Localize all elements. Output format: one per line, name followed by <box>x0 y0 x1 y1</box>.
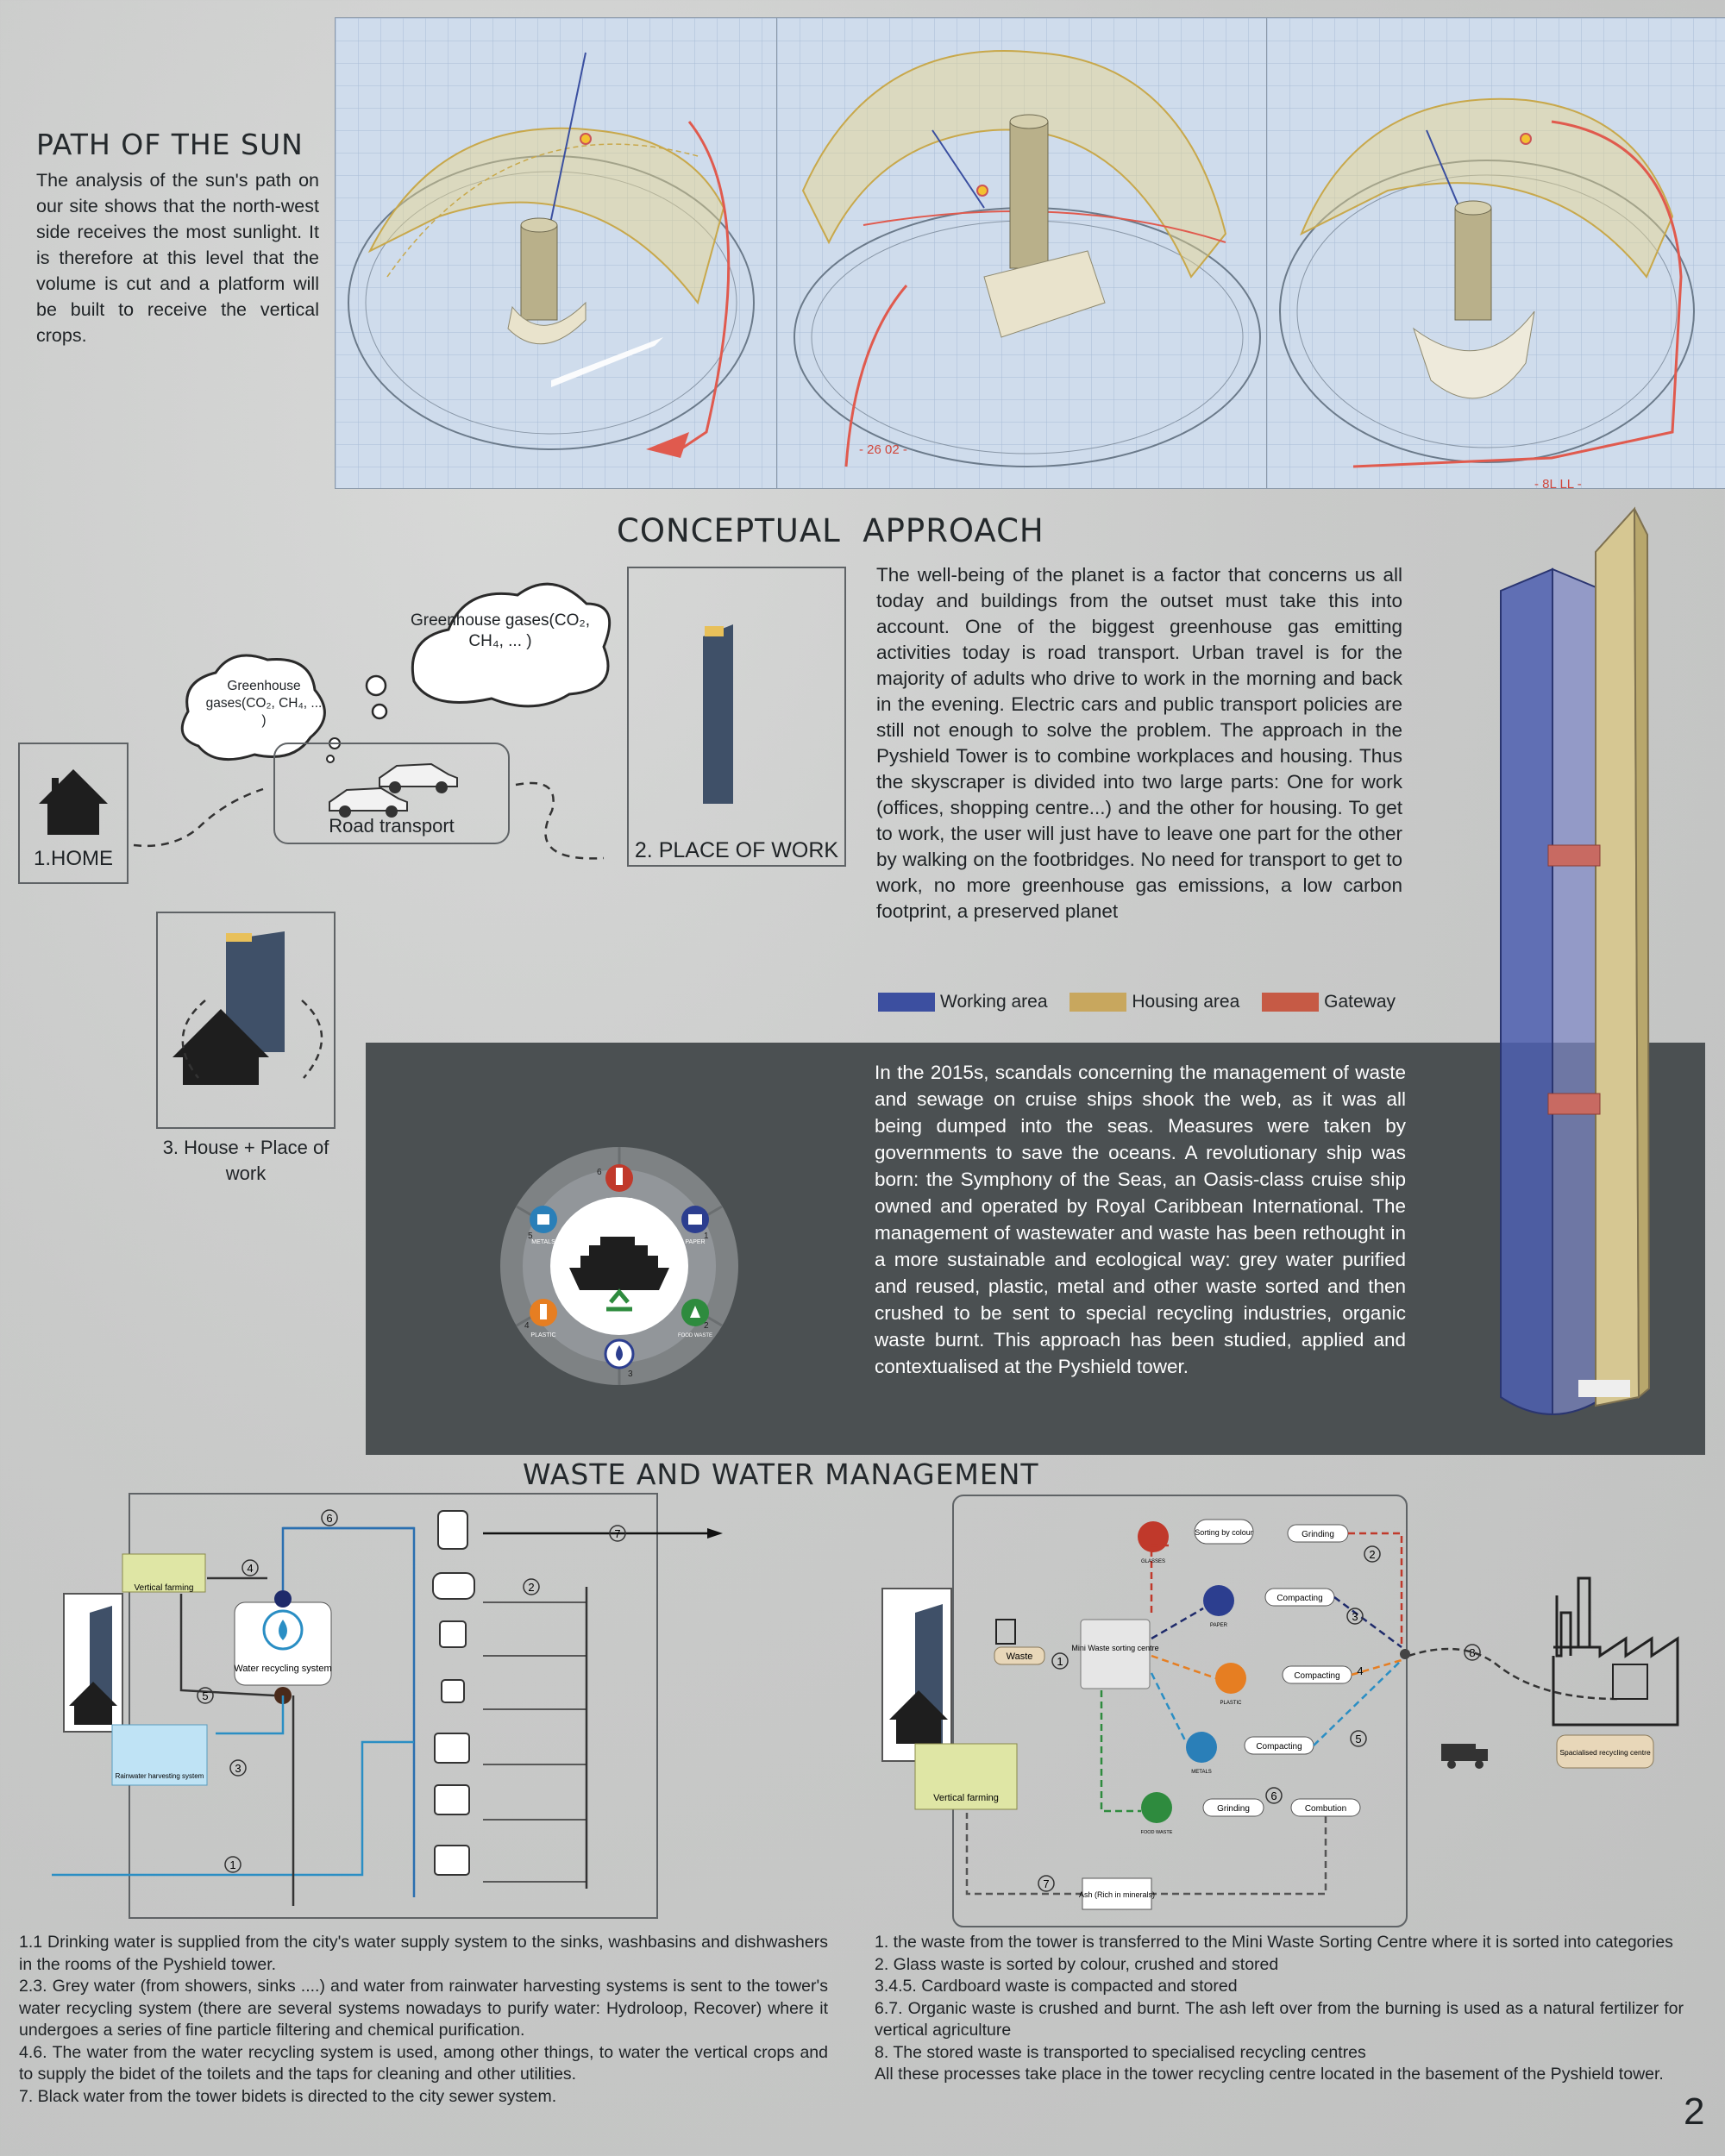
svg-text:7: 7 <box>614 1527 621 1540</box>
svg-text:PAPER: PAPER <box>685 1239 706 1245</box>
svg-text:Combution: Combution <box>1304 1804 1347 1814</box>
svg-text:Compacting: Compacting <box>1256 1742 1302 1752</box>
svg-text:3: 3 <box>1352 1610 1358 1623</box>
svg-text:Sorting by colour: Sorting by colour <box>1195 1528 1253 1537</box>
svg-text:3: 3 <box>235 1762 242 1775</box>
water-notes: 1.1 Drinking water is supplied from the city's water supply system to the sinks, washbasins and dishwashers in the rooms of the Pyshield tower. 2.3. Grey water (from showers, sinks ....) and water from rainwater harvesting systems is sent to the tower's water recycling system (there are several systems nowadays to purify water: Hydroloop, Recover) where it undergoes a series of fine particle filtering and chemical purification. 4.6. The water from the water recycling system is used, among other things, to water the vertical crops and to supply the bidet of the toilets and the taps for cleaning and other utilities. 7. Black water from the tower bidets is directed to the city sewer system. <box>19 1933 828 2106</box>
svg-text:5: 5 <box>1355 1733 1362 1745</box>
legend-working: Working area <box>878 992 1052 1012</box>
waste-water-title: WASTE AND WATER MANAGEMENT <box>523 1457 1039 1491</box>
svg-text:Vertical farming: Vertical farming <box>134 1583 194 1593</box>
svg-text:2: 2 <box>528 1581 535 1594</box>
svg-text:2: 2 <box>704 1321 709 1331</box>
sun-title: PATH OF THE SUN <box>36 128 304 161</box>
svg-text:4: 4 <box>1357 1664 1364 1677</box>
wheel-plastic-icon <box>530 1299 557 1326</box>
recycling-wheel <box>490 1137 749 1395</box>
svg-text:2: 2 <box>1369 1548 1376 1561</box>
sun-path-view-1 <box>335 17 778 489</box>
svg-text:4: 4 <box>247 1562 254 1575</box>
svg-text:5: 5 <box>528 1232 533 1241</box>
legend-gateway: Gateway <box>1262 992 1396 1012</box>
tower-illustration <box>1466 500 1699 1432</box>
svg-text:Vertical farming: Vertical farming <box>933 1793 999 1803</box>
svg-text:3: 3 <box>628 1369 633 1379</box>
waste-notes: 1. the waste from the tower is transferred to the Mini Waste Sorting Centre where it is sorted into categories 2. Glass waste is sorted by colour, crushed and stored 3.4.5. Cardboard waste is compacted and stored 6.7. Organic waste is crushed and burnt. The ash left over from the burning is used as a natural fertilizer for vertical agriculture 8. The stored waste is transported to specialised recycling centres All these processes take place in the tower recycling centre located in the basement of the Pyshield tower. <box>875 1933 1684 2084</box>
svg-text:5: 5 <box>202 1689 209 1702</box>
page-number: 2 <box>1684 2090 1705 2133</box>
wheel-glasses-icon <box>605 1164 633 1192</box>
home-icon <box>39 769 108 835</box>
svg-text:6: 6 <box>1270 1789 1277 1802</box>
wheel-water-icon <box>605 1340 633 1368</box>
sun-text: The analysis of the sun's path on our site shows that the north-west side receives the most sunlight. It is therefore at this level that the volume is cut and a platform will be built to receive the vertical crops. <box>36 170 319 346</box>
svg-text:Waste: Waste <box>1006 1651 1033 1662</box>
cloud-small-label: Greenhouse gases(CO₂, CH₄, ... ) <box>205 679 323 728</box>
svg-text:PLASTIC: PLASTIC <box>530 1332 556 1338</box>
concept-legend <box>878 992 1396 1012</box>
car-icon <box>329 764 457 817</box>
svg-text:Compacting: Compacting <box>1294 1671 1340 1681</box>
svg-text:PLASTIC: PLASTIC <box>1220 1701 1242 1706</box>
sun-path-view-2 <box>776 17 1268 489</box>
sun-path-view-3 <box>1266 17 1725 489</box>
cruise-text: In the 2015s, scandals concerning the management of waste and sewage on cruise ships shook the web, as it was all being dumped into the seas. Measures were taken by governments to save the oceans. A revolutionary ship was born: the Symphony of the Seas, an Oasis-class cruise ship owned and operated by Royal Caribbean International. The management of wastewater and waste has been rethought in a more sustainable and ecological way: grey water purified and reused, plastic, metal and other waste sorted and then crushed to be sent to special recycling industries, organic waste burnt. This approach has been studied, applied and contextualised at the Pyshield tower. <box>875 1062 1406 1377</box>
legend-housing: Housing area <box>1070 992 1245 1012</box>
svg-text:1: 1 <box>1057 1655 1063 1668</box>
factory-icon <box>1553 1578 1678 1725</box>
svg-text:Spacialised recycling centre: Spacialised recycling centre <box>1559 1748 1651 1757</box>
work-label: 2. PLACE OF WORK <box>634 838 839 862</box>
fixture-icons <box>433 1511 474 1875</box>
waste-diagram <box>875 1492 1725 1940</box>
svg-text:METALS: METALS <box>1191 1770 1212 1775</box>
svg-text:1: 1 <box>704 1232 709 1241</box>
svg-text:4: 4 <box>524 1321 530 1331</box>
svg-text:6: 6 <box>597 1168 602 1177</box>
svg-text:PAPER: PAPER <box>1210 1623 1227 1628</box>
truck-icon <box>1441 1744 1488 1769</box>
road-transport-label: Road transport <box>329 815 455 837</box>
wheel-paper-icon <box>681 1206 709 1233</box>
svg-text:Compacting: Compacting <box>1276 1594 1323 1603</box>
svg-text:6: 6 <box>326 1512 333 1525</box>
water-diagram <box>52 1483 724 1932</box>
svg-text:1: 1 <box>229 1858 236 1871</box>
svg-text:FOOD WASTE: FOOD WASTE <box>1140 1830 1173 1835</box>
home-label: 1.HOME <box>33 847 113 870</box>
svg-text:GLASSES: GLASSES <box>605 1198 634 1204</box>
wheel-metals-icon <box>530 1206 557 1233</box>
svg-text:Grinding: Grinding <box>1217 1804 1250 1814</box>
house-tower-icon <box>172 931 285 1085</box>
svg-text:7: 7 <box>1043 1877 1050 1890</box>
sun-time-label-1: - 26 02 - <box>859 442 907 457</box>
svg-text:Mini Waste sorting centre: Mini Waste sorting centre <box>1071 1644 1159 1652</box>
cloud-big-label: Greenhouse gases(CO₂, CH₄, ... ) <box>410 611 591 650</box>
office-tower-icon <box>703 624 733 804</box>
svg-text:Ash (Rich in minerals): Ash (Rich in minerals) <box>1078 1890 1156 1899</box>
svg-text:FOOD WASTE: FOOD WASTE <box>677 1333 713 1338</box>
svg-text:GLASSES: GLASSES <box>1140 1559 1166 1564</box>
svg-text:Grinding: Grinding <box>1302 1530 1334 1539</box>
sun-time-label-2: - 8L LL - <box>1534 477 1582 488</box>
svg-text:Rainwater harvesting system: Rainwater harvesting system <box>115 1772 204 1780</box>
svg-text:Water recycling system: Water recycling system <box>234 1664 332 1674</box>
house-work-label: 3. House + Place of work <box>162 1137 329 1184</box>
concept-text: The well-being of the planet is a factor that concerns us all today and buildings from the outset must take this into account. One of the biggest greenhouse gas emitting activities today is road transport. Urban travel is for the majority of adults who drive to work in the morning and back in the evening. Electric cars and public transport policies are still not enough to solve the problem. The approach in the Pyshield Tower is to combine workplaces and housing. Thus the skyscraper is divided into two large parts: One for work (offices, shopping centre...) and the other for housing. To get to work, the user will just have to leave one part for the other by walking on the footbridges. No need for transport to get to work, no more greenhouse gas emissions, a low carbon footprint, a preserved planet <box>876 564 1402 922</box>
svg-text:METALS: METALS <box>531 1239 555 1245</box>
concept-title: CONCEPTUAL APPROACH <box>617 512 1044 549</box>
svg-text:8: 8 <box>1469 1646 1476 1659</box>
